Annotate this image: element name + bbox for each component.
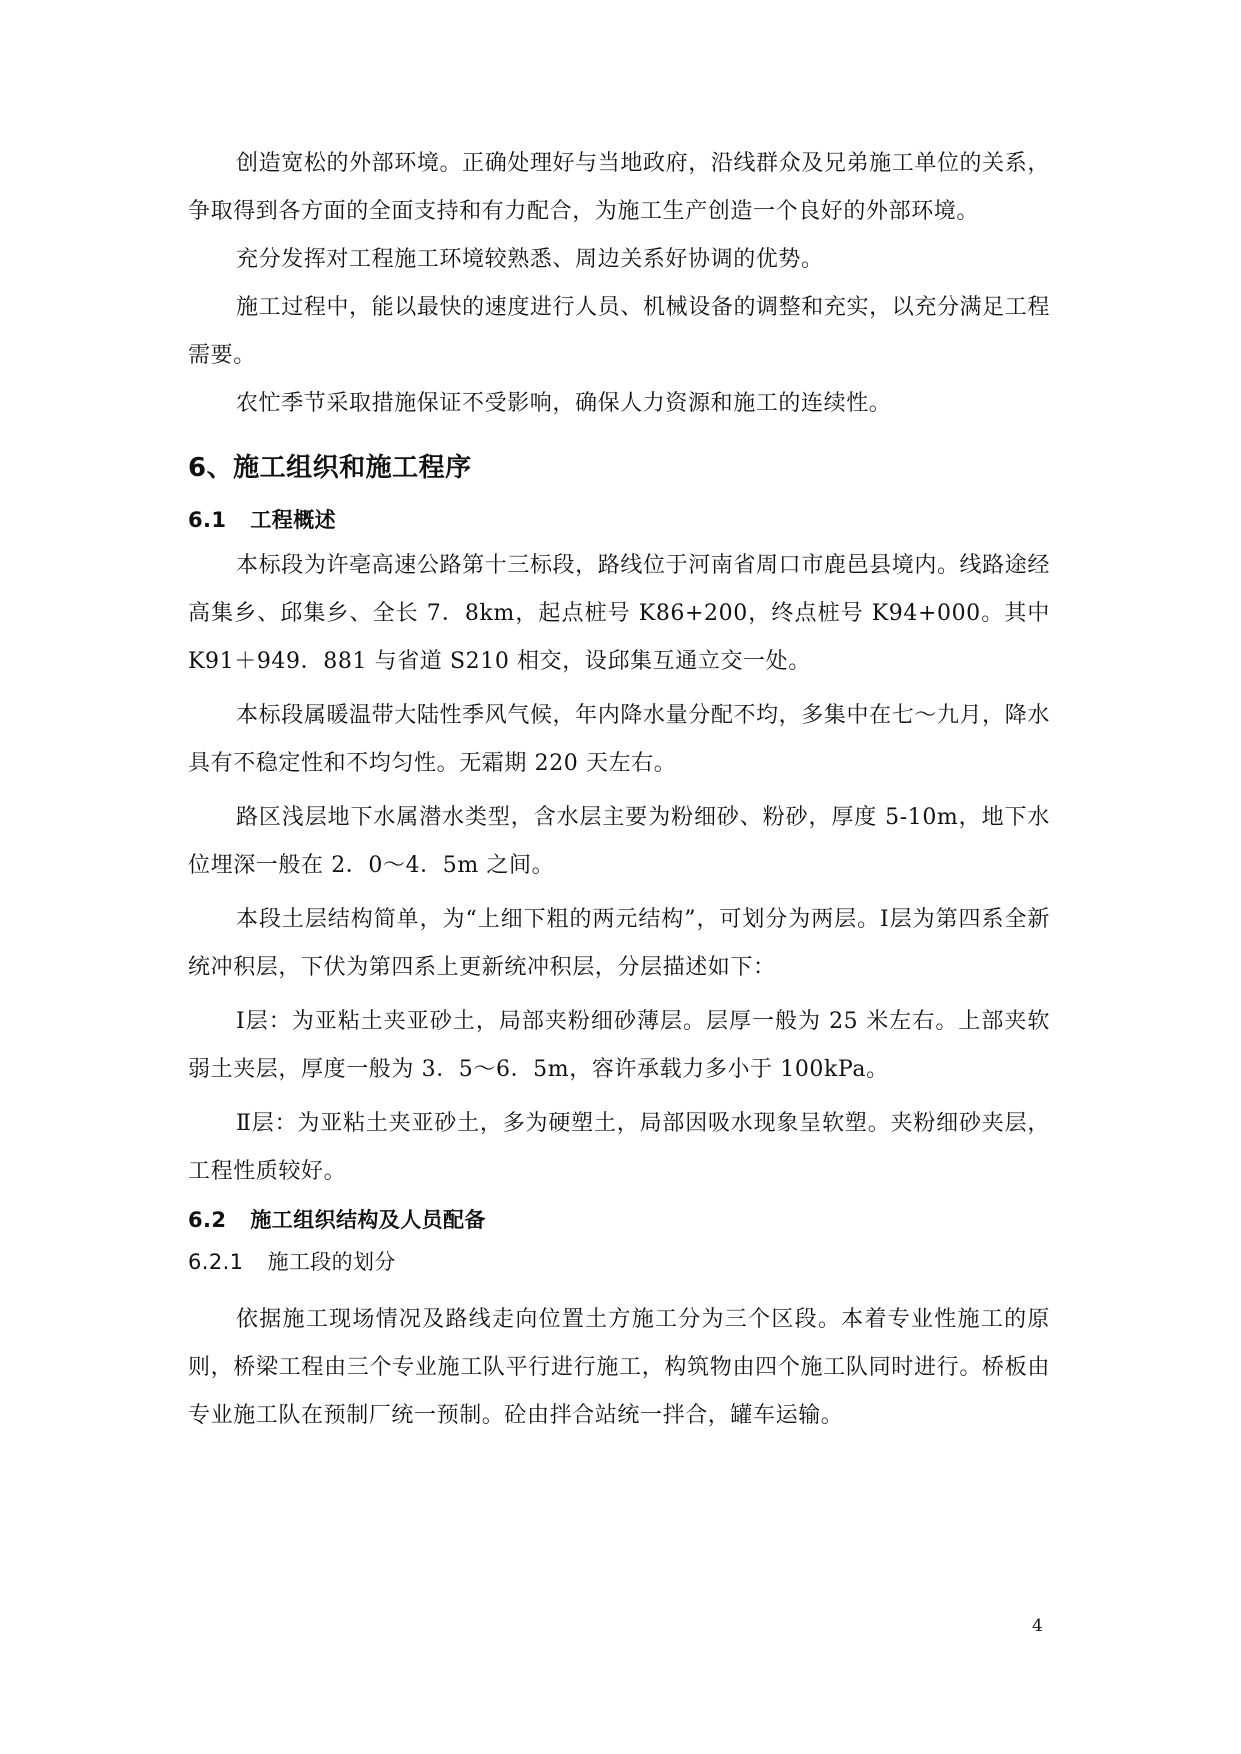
body-paragraph: 本标段属暖温带大陆性季风气候，年内降水量分配不均，多集中在七～九月，降水具有不稳定性和不均匀性。无霜期 220 天左右。: [188, 703, 1050, 776]
body-paragraph: 农忙季节采取措施保证不受影响，确保人力资源和施工的连续性。: [236, 391, 892, 416]
section-title: 工程概述: [250, 508, 337, 532]
body-paragraph: 本段土层结构简单，为“上细下粗的两元结构”，可划分为两层。Ⅰ层为第四系全新统冲积层，下伏为第四系上更新统冲积层，分层描述如下：: [188, 907, 1050, 980]
section-number: 6.1: [188, 508, 227, 532]
section-6-1-heading: [188, 498, 1050, 542]
body-paragraph: 本标段为许亳高速公路第十三标段，路线位于河南省周口市鹿邑县境内。线路途经高集乡、邱集乡、全长 7．8km，起点桩号 K86+200，终点桩号 K94+000。其中 K91＋949．881 与省道 S210 相交，设邱集互通立交一处。: [188, 553, 1050, 674]
body-paragraph: 创造宽松的外部环境。正确处理好与当地政府，沿线群众及兄弟施工单位的关系，争取得到各方面的全面支持和有力配合，为施工生产创造一个良好的外部环境。: [188, 151, 1050, 224]
section-number: 6.2: [188, 1208, 227, 1232]
body-paragraph: Ⅱ层：为亚粘土夹亚砂土，多为硬塑土，局部因吸水现象呈软塑。夹粉细砂夹层，工程性质较好。: [188, 1111, 1050, 1184]
section-6-2-heading: [188, 1198, 1050, 1242]
section-number: 6.2.1: [188, 1250, 244, 1274]
section-title: 施工段的划分: [267, 1250, 396, 1274]
body-paragraph: Ⅰ层：为亚粘土夹亚砂土，局部夹粉细砂薄层。层厚一般为 25 米左右。上部夹软弱土夹层，厚度一般为 3．5～6．5m，容许承载力多小于 100kPa。: [188, 1009, 1050, 1082]
page-number: 4: [1032, 1616, 1043, 1636]
section-6-heading: 6、施工组织和施工程序: [188, 453, 472, 483]
body-paragraph: 路区浅层地下水属潜水类型，含水层主要为粉细砂、粉砂，厚度 5-10m，地下水位埋深一般在 2．0～4．5m 之间。: [188, 805, 1050, 878]
body-paragraph: 依据施工现场情况及路线走向位置土方施工分为三个区段。本着专业性施工的原则，桥梁工程由三个专业施工队平行进行施工，构筑物由四个施工队同时进行。桥板由专业施工队在预制厂统一预制。砼由拌合站统一拌合，罐车运输。: [188, 1307, 1050, 1428]
body-paragraph: 充分发挥对工程施工环境较熟悉、周边关系好协调的优势。: [236, 247, 824, 272]
body-paragraph: 施工过程中，能以最快的速度进行人员、机械设备的调整和充实，以充分满足工程需要。: [188, 295, 1050, 368]
section-6-2-1-heading: [188, 1242, 1050, 1282]
page-content: [188, 140, 1050, 1440]
section-title: 施工组织结构及人员配备: [250, 1208, 486, 1232]
